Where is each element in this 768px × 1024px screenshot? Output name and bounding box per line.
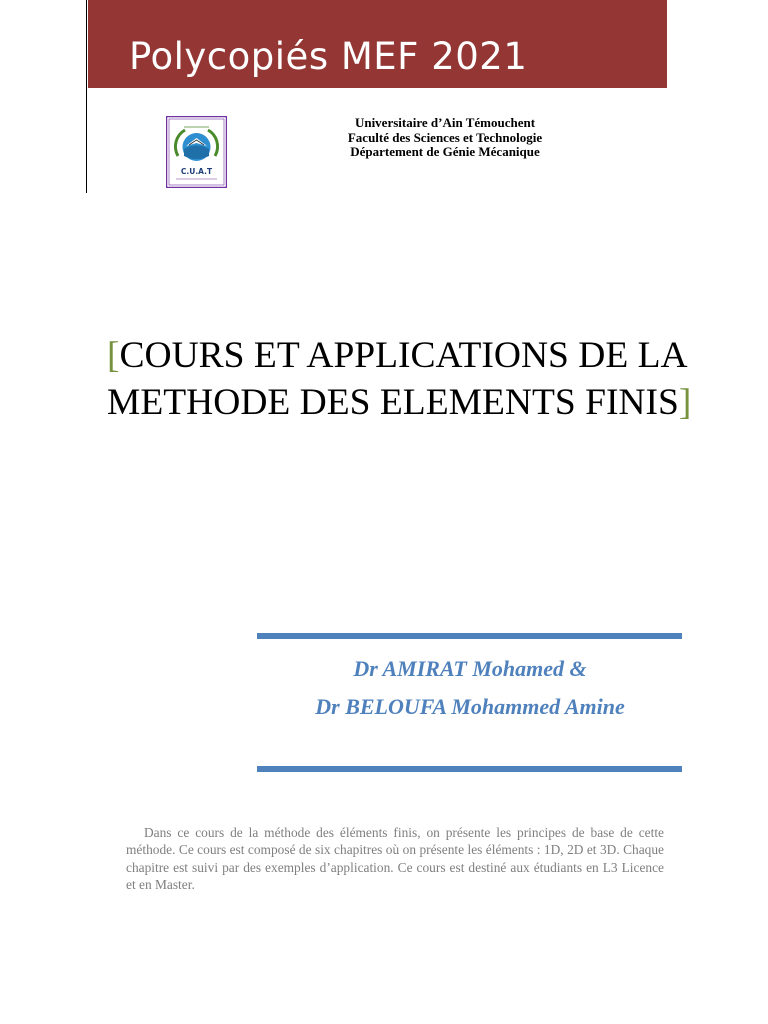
title-text: COURS ET APPLICATIONS DE LA METHODE DES ELEMENTS FINIS — [107, 335, 686, 423]
author-line-2: Dr BELOUFA Mohammed Amine — [315, 694, 625, 719]
author-line-1: Dr AMIRAT Mohamed & — [353, 656, 587, 681]
authors-bottom-rule — [257, 766, 682, 772]
abstract-paragraph: Dans ce cours de la méthode des éléments finis, on présente les principes de base de cette méthode. Ce cours est composé de six chapitres où on présente les éléments : 1D, 2D et 3D. Chaque chapitre est suivi par des exemples d’application. Ce cours est destiné aux étudiants en L3 Licence et en Master. — [126, 825, 664, 892]
vertical-divider — [86, 0, 87, 193]
university-crest-logo — [166, 116, 227, 188]
institution-department: Département de Génie Mécanique — [350, 144, 540, 159]
title-open-bracket: [ — [107, 335, 120, 376]
authors-top-rule — [257, 633, 682, 639]
institution-block — [300, 116, 590, 160]
title-close-bracket: ] — [678, 382, 692, 423]
institution-university: Universitaire d’Ain Témouchent — [354, 115, 536, 130]
course-title — [107, 332, 697, 426]
logo-text: C.U.A.T — [180, 167, 213, 176]
authors-block — [240, 650, 700, 726]
university-crest-icon — [166, 116, 227, 188]
document-series-title: Polycopiés MEF 2021 — [129, 35, 528, 78]
institution-faculty: Faculté des Sciences et Technologie — [347, 129, 543, 145]
